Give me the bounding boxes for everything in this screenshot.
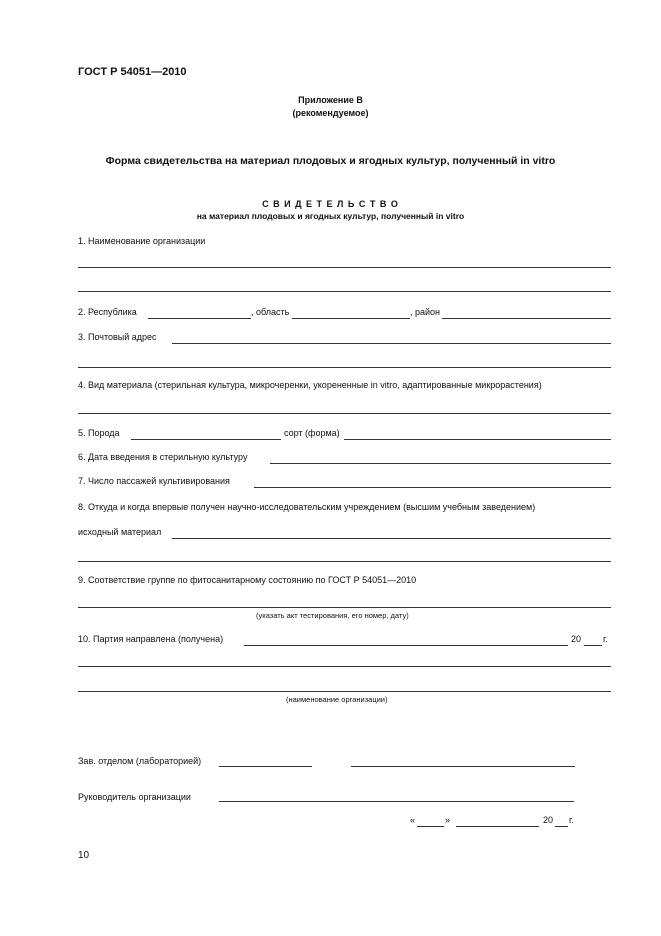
field-organization-line-1[interactable] [78, 267, 611, 268]
signature-head-lab-name-line[interactable] [351, 766, 575, 767]
field-origin-line-1[interactable] [172, 538, 611, 539]
field-region-line[interactable] [292, 318, 410, 319]
field-phytosanitary-line[interactable] [78, 607, 611, 608]
field-district-line[interactable] [442, 318, 611, 319]
standard-header: ГОСТ Р 54051—2010 [78, 66, 187, 78]
signature-head-lab-line[interactable] [219, 766, 312, 767]
field-batch-year-line[interactable] [584, 645, 602, 646]
field-republic-label: 2. Республика [78, 307, 137, 317]
date-month-line[interactable] [456, 826, 539, 827]
field-district-label: , район [410, 307, 441, 317]
date-year-prefix: 20 [543, 815, 554, 825]
field-postal-address-line-1[interactable] [172, 343, 611, 344]
signature-head-lab-label: Зав. отделом (лабораторией) [78, 756, 202, 766]
form-title: Форма свидетельства на материал плодовых и ягодных культур, полученный in vitro [105, 155, 556, 167]
field-batch-line-3[interactable] [78, 691, 611, 692]
field-breed-line[interactable] [131, 439, 281, 440]
field-postal-address-label: 3. Почтовый адрес [78, 332, 157, 342]
field-origin-line-2[interactable] [78, 561, 611, 562]
field-postal-address-line-2[interactable] [78, 367, 611, 368]
field-origin-label: 8. Откуда и когда впервые получен научно-исследовательским учреждением (высшим учебным заведением) [78, 502, 536, 512]
field-batch-caption: (наименование организации) [286, 695, 388, 704]
field-organization-line-2[interactable] [78, 291, 611, 292]
field-region-label: , область [251, 307, 290, 317]
field-batch-year-suffix: г. [603, 634, 608, 644]
certificate-subheading: на материал плодовых и ягодных культур, полученный in vitro [196, 211, 465, 221]
field-breed-label: 5. Порода [78, 428, 120, 438]
field-phytosanitary-caption: (указать акт тестирования, его номер, дату) [256, 611, 409, 620]
field-passages-line[interactable] [254, 487, 611, 488]
signature-director-label: Руководитель организации [78, 792, 191, 802]
signature-director-line[interactable] [219, 801, 574, 802]
field-organization-label: 1. Наименование организации [78, 236, 206, 246]
appendix-type: (рекомендуемое) [292, 108, 369, 118]
field-material-type-label: 4. Вид материала (стерильная культура, микрочеренки, укорененные in vitro, адаптированные микрорастения) [78, 380, 542, 390]
field-batch-label: 10. Партия направлена (получена) [78, 634, 224, 644]
field-variety-line[interactable] [344, 439, 611, 440]
field-variety-label: сорт (форма) [284, 428, 340, 438]
field-batch-line[interactable] [244, 645, 568, 646]
date-open-quote: « [410, 815, 416, 825]
date-close-quote: » [445, 815, 451, 825]
page-number: 10 [78, 850, 90, 861]
certificate-heading: С В И Д Е Т Е Л Ь С Т В О [262, 199, 399, 209]
field-passages-label: 7. Число пассажей культивирования [78, 476, 230, 486]
field-batch-line-2[interactable] [78, 666, 611, 667]
date-day-line[interactable] [417, 826, 444, 827]
date-year-line[interactable] [555, 826, 568, 827]
field-origin-label-2: исходный материал [78, 527, 162, 537]
field-material-type-line[interactable] [78, 413, 611, 414]
field-sterile-date-line[interactable] [270, 463, 611, 464]
date-year-suffix: г. [569, 815, 574, 825]
field-batch-year-prefix: 20 [571, 634, 582, 644]
field-sterile-date-label: 6. Дата введения в стерильную культуру [78, 452, 248, 462]
field-phytosanitary-label: 9. Соответствие группе по фитосанитарному состоянию по ГОСТ Р 54051—2010 [78, 575, 417, 585]
field-republic-line[interactable] [148, 318, 251, 319]
appendix-label: Приложение В [298, 95, 363, 105]
